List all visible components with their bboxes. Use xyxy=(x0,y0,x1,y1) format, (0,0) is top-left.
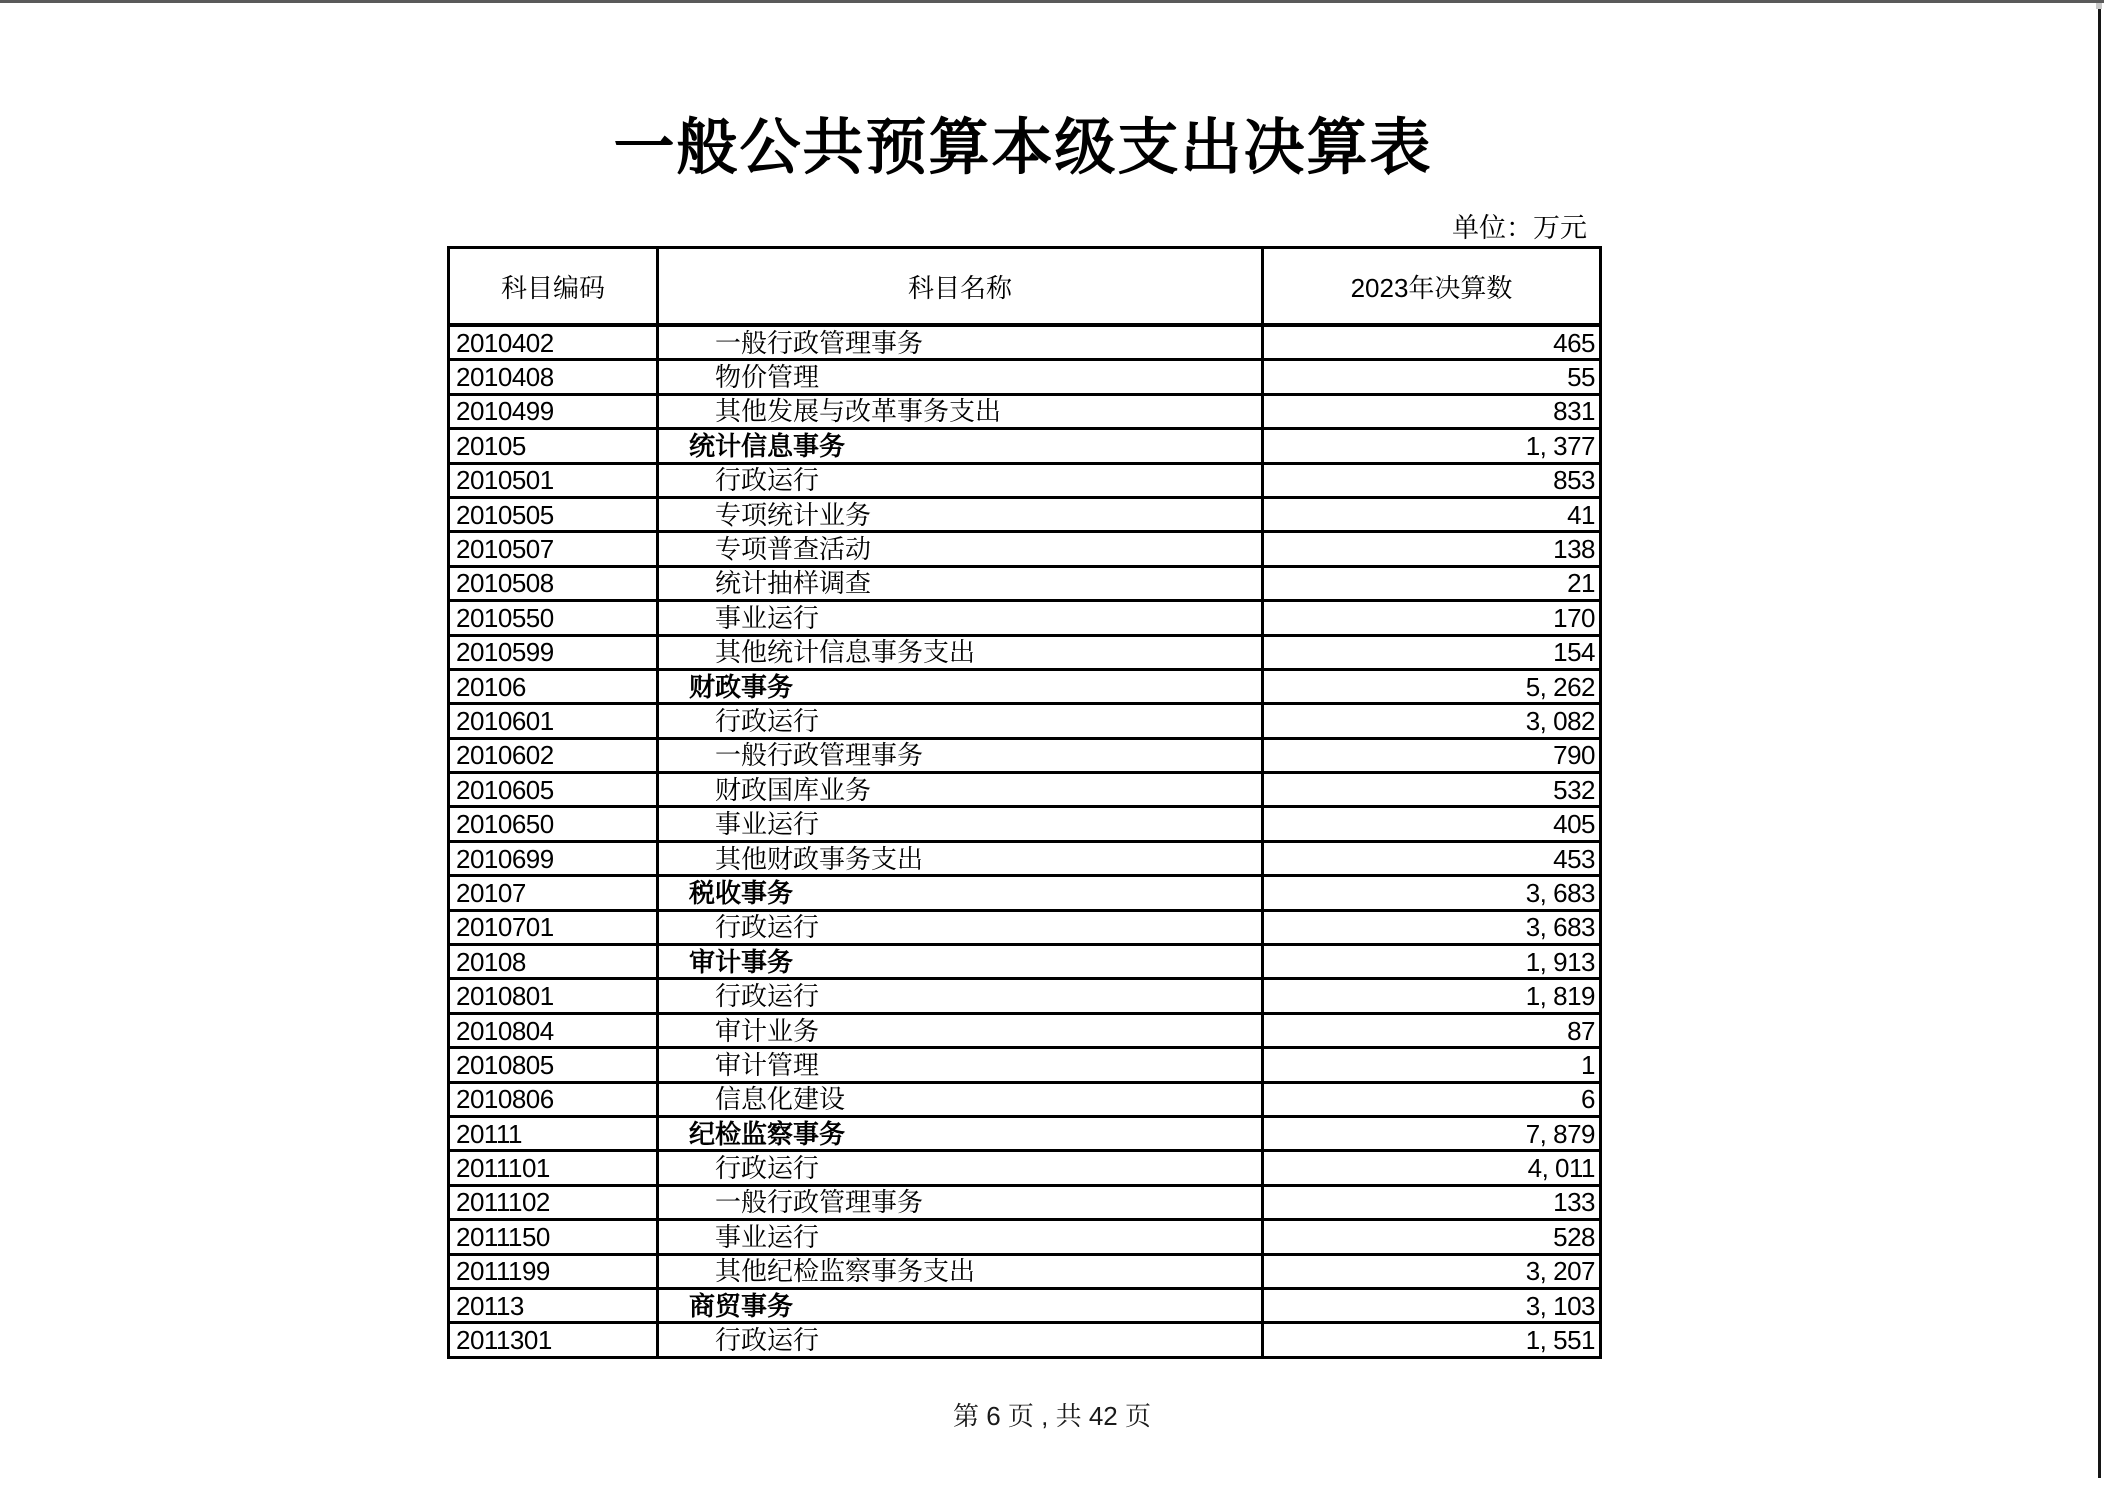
subject-code-cell: 20106 xyxy=(449,669,658,703)
final-amount-cell: 55 xyxy=(1263,360,1601,394)
subject-code-cell: 2010701 xyxy=(449,910,658,944)
unit-label: 单位：万元 xyxy=(1452,213,1587,243)
subject-name-cell: 税收事务 xyxy=(658,876,1263,910)
subject-name-cell: 行政运行 xyxy=(658,463,1263,497)
page-title: 一般公共预算本级支出决算表 xyxy=(613,113,1433,181)
final-amount-cell: 3, 683 xyxy=(1263,910,1601,944)
table-row xyxy=(449,807,1601,841)
subject-code-cell: 2011102 xyxy=(449,1185,658,1219)
subject-name-cell: 其他财政事务支出 xyxy=(658,841,1263,875)
subject-name-cell: 一般行政管理事务 xyxy=(658,738,1263,772)
table-header xyxy=(449,248,1601,326)
subject-name-cell: 行政运行 xyxy=(658,704,1263,738)
window-right-edge xyxy=(2098,3,2101,1478)
table-row xyxy=(449,601,1601,635)
subject-name-cell: 行政运行 xyxy=(658,910,1263,944)
table-header-row xyxy=(449,248,1601,326)
final-amount-cell: 528 xyxy=(1263,1220,1601,1254)
subject-code-cell: 2010402 xyxy=(449,325,658,360)
final-amount-cell: 1, 913 xyxy=(1263,945,1601,979)
table-row xyxy=(449,979,1601,1013)
final-amount-cell: 3, 207 xyxy=(1263,1254,1601,1288)
final-amount-cell: 831 xyxy=(1263,394,1601,428)
table-row xyxy=(449,841,1601,875)
subject-name-cell: 纪检监察事务 xyxy=(658,1116,1263,1150)
final-amount-cell: 405 xyxy=(1263,807,1601,841)
subject-code-cell: 2010505 xyxy=(449,497,658,531)
final-amount-cell: 170 xyxy=(1263,601,1601,635)
subject-name-cell: 财政事务 xyxy=(658,669,1263,703)
final-amount-cell: 3, 683 xyxy=(1263,876,1601,910)
table-row xyxy=(449,325,1601,360)
final-amount-cell: 7, 879 xyxy=(1263,1116,1601,1150)
final-amount-cell: 3, 082 xyxy=(1263,704,1601,738)
table-row xyxy=(449,1116,1601,1150)
column-header-subject-code: 科目编码 xyxy=(449,248,658,326)
final-amount-cell: 1, 819 xyxy=(1263,979,1601,1013)
table-row xyxy=(449,1220,1601,1254)
subject-name-cell: 一般行政管理事务 xyxy=(658,325,1263,360)
final-amount-cell: 1, 551 xyxy=(1263,1323,1601,1357)
table-body xyxy=(449,325,1601,1357)
subject-code-cell: 2010602 xyxy=(449,738,658,772)
final-amount-cell: 4, 011 xyxy=(1263,1151,1601,1185)
subject-code-cell: 2010605 xyxy=(449,773,658,807)
subject-name-cell: 行政运行 xyxy=(658,1151,1263,1185)
subject-name-cell: 审计管理 xyxy=(658,1048,1263,1082)
window-top-edge xyxy=(0,0,2104,3)
subject-code-cell: 20113 xyxy=(449,1288,658,1322)
final-amount-cell: 41 xyxy=(1263,497,1601,531)
subject-code-cell: 20111 xyxy=(449,1116,658,1150)
table-row xyxy=(449,910,1601,944)
final-amount-cell: 138 xyxy=(1263,532,1601,566)
table-row xyxy=(449,635,1601,669)
final-amount-cell: 133 xyxy=(1263,1185,1601,1219)
subject-code-cell: 2010806 xyxy=(449,1082,658,1116)
subject-name-cell: 事业运行 xyxy=(658,807,1263,841)
budget-table xyxy=(447,246,1602,1359)
subject-code-cell: 2010599 xyxy=(449,635,658,669)
table-row xyxy=(449,669,1601,703)
final-amount-cell: 154 xyxy=(1263,635,1601,669)
table-row xyxy=(449,876,1601,910)
subject-code-cell: 2010804 xyxy=(449,1013,658,1047)
subject-name-cell: 专项统计业务 xyxy=(658,497,1263,531)
subject-name-cell: 行政运行 xyxy=(658,979,1263,1013)
final-amount-cell: 790 xyxy=(1263,738,1601,772)
table-row xyxy=(449,738,1601,772)
table-row xyxy=(449,1048,1601,1082)
table-row xyxy=(449,360,1601,394)
subject-name-cell: 统计抽样调查 xyxy=(658,566,1263,600)
table-row xyxy=(449,1288,1601,1322)
final-amount-cell: 465 xyxy=(1263,325,1601,360)
subject-name-cell: 审计业务 xyxy=(658,1013,1263,1047)
subject-name-cell: 审计事务 xyxy=(658,945,1263,979)
subject-name-cell: 统计信息事务 xyxy=(658,429,1263,463)
table-row xyxy=(449,1254,1601,1288)
subject-code-cell: 2010501 xyxy=(449,463,658,497)
final-amount-cell: 5, 262 xyxy=(1263,669,1601,703)
table-row xyxy=(449,497,1601,531)
column-header-subject-name: 科目名称 xyxy=(658,248,1263,326)
table-row xyxy=(449,394,1601,428)
table-row xyxy=(449,566,1601,600)
subject-name-cell: 专项普查活动 xyxy=(658,532,1263,566)
final-amount-cell: 87 xyxy=(1263,1013,1601,1047)
table-row xyxy=(449,1151,1601,1185)
subject-code-cell: 20107 xyxy=(449,876,658,910)
subject-code-cell: 2010550 xyxy=(449,601,658,635)
subject-code-cell: 2010408 xyxy=(449,360,658,394)
subject-code-cell: 2010801 xyxy=(449,979,658,1013)
column-header-2023-final: 2023年决算数 xyxy=(1263,248,1601,326)
table-row xyxy=(449,773,1601,807)
table-row xyxy=(449,1013,1601,1047)
final-amount-cell: 853 xyxy=(1263,463,1601,497)
subject-code-cell: 20108 xyxy=(449,945,658,979)
window-corner-notch xyxy=(2096,3,2102,9)
subject-name-cell: 一般行政管理事务 xyxy=(658,1185,1263,1219)
subject-code-cell: 2010507 xyxy=(449,532,658,566)
table-row xyxy=(449,1082,1601,1116)
subject-name-cell: 其他统计信息事务支出 xyxy=(658,635,1263,669)
subject-code-cell: 2011150 xyxy=(449,1220,658,1254)
subject-code-cell: 2010699 xyxy=(449,841,658,875)
subject-code-cell: 2010508 xyxy=(449,566,658,600)
subject-code-cell: 2010499 xyxy=(449,394,658,428)
final-amount-cell: 6 xyxy=(1263,1082,1601,1116)
subject-name-cell: 物价管理 xyxy=(658,360,1263,394)
subject-name-cell: 其他纪检监察事务支出 xyxy=(658,1254,1263,1288)
subject-name-cell: 信息化建设 xyxy=(658,1082,1263,1116)
table-row xyxy=(449,463,1601,497)
subject-name-cell: 商贸事务 xyxy=(658,1288,1263,1322)
subject-name-cell: 事业运行 xyxy=(658,1220,1263,1254)
subject-code-cell: 2011301 xyxy=(449,1323,658,1357)
table-row xyxy=(449,1185,1601,1219)
final-amount-cell: 3, 103 xyxy=(1263,1288,1601,1322)
subject-name-cell: 行政运行 xyxy=(658,1323,1263,1357)
page-number-footer: 第 6 页 , 共 42 页 xyxy=(953,1401,1151,1431)
table-row xyxy=(449,945,1601,979)
final-amount-cell: 1, 377 xyxy=(1263,429,1601,463)
subject-code-cell: 20105 xyxy=(449,429,658,463)
subject-code-cell: 2011101 xyxy=(449,1151,658,1185)
subject-code-cell: 2010650 xyxy=(449,807,658,841)
subject-name-cell: 财政国库业务 xyxy=(658,773,1263,807)
table-row xyxy=(449,704,1601,738)
subject-code-cell: 2010805 xyxy=(449,1048,658,1082)
final-amount-cell: 1 xyxy=(1263,1048,1601,1082)
subject-name-cell: 事业运行 xyxy=(658,601,1263,635)
table-row xyxy=(449,532,1601,566)
final-amount-cell: 532 xyxy=(1263,773,1601,807)
subject-code-cell: 2010601 xyxy=(449,704,658,738)
subject-code-cell: 2011199 xyxy=(449,1254,658,1288)
table-row xyxy=(449,1323,1601,1357)
final-amount-cell: 453 xyxy=(1263,841,1601,875)
subject-name-cell: 其他发展与改革事务支出 xyxy=(658,394,1263,428)
final-amount-cell: 21 xyxy=(1263,566,1601,600)
table-row xyxy=(449,429,1601,463)
